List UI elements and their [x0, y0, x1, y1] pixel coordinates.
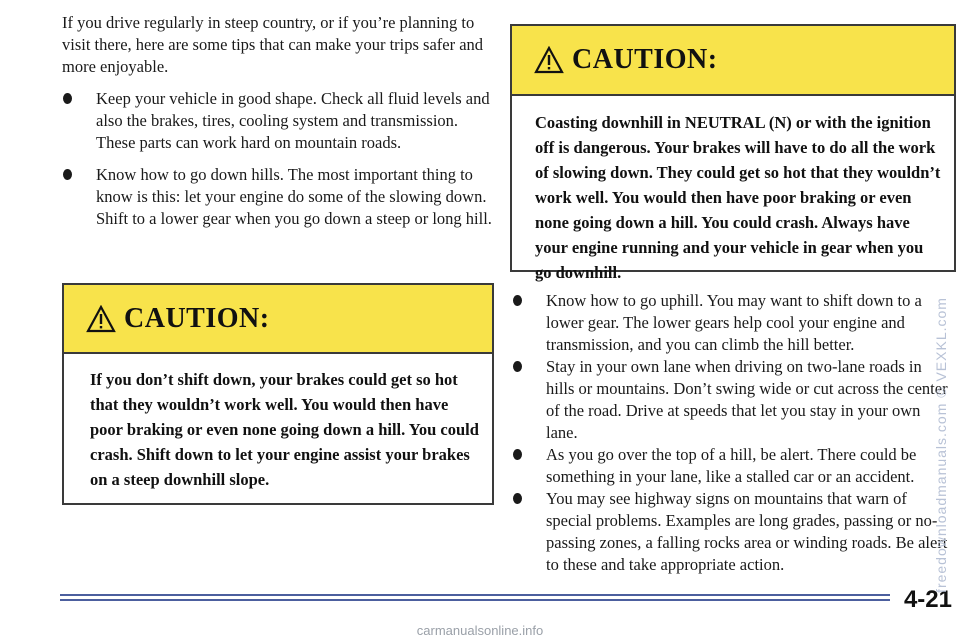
left-column	[62, 12, 494, 230]
warning-triangle-icon	[86, 305, 116, 333]
bullet-dot-icon	[513, 361, 522, 372]
vertical-watermark: freedownloadmanuals.com © VEXKL.com	[933, 297, 949, 593]
list-item: Keep your vehicle in good shape. Check all fluid levels and also the brakes, tires, cooling system and transmission. These parts can work hard on mountain roads.	[62, 88, 494, 154]
bullet-dot-icon	[63, 93, 72, 104]
list-item: Know how to go uphill. You may want to shift down to a lower gear. The lower gears help cool your engine and transmission, and you can climb the hill better.	[512, 290, 950, 356]
list-item: Know how to go down hills. The most important thing to know is this: let your engine do some of the slowing down. Shift to a lower gear when you go down a steep or long hill.	[62, 164, 494, 230]
warning-triangle-icon	[534, 46, 564, 74]
caution-text: Coasting downhill in NEUTRAL (N) or with the ignition off is dangerous. Your brakes will have to do all the work of slowing down. They could get so hot that they wouldn’t work well. You would then have poor braking or even none going down a hill. You could crash. Always have your engine running and your vehicle in gear when you go downhill.	[535, 113, 941, 282]
intro-paragraph: If you drive regularly in steep country, or if you’re planning to visit there, here are some tips that can make your trips safer and more enjoyable.	[62, 13, 484, 76]
bullet-dot-icon	[513, 449, 522, 460]
list-item: You may see highway signs on mountains that warn of special problems. Examples are long grades, passing or no-passing zones, a falling rocks area or winding roads. Be alert to these and take appropriate action.	[512, 488, 950, 576]
footer-site-watermark: carmanualsonline.info	[416, 623, 544, 638]
caution-text: If you don’t shift down, your brakes could get so hot that they wouldn’t work well. You would then have poor braking or even none going down a hill. You could crash. Shift down to let your engine assist your brakes on a steep downhill slope.	[90, 370, 479, 489]
caution-title: CAUTION:	[572, 44, 718, 75]
caution-header	[64, 285, 492, 354]
list-item: Stay in your own lane when driving on two-lane roads in hills or mountains. Don’t swing wide or cut across the center of the road. Drive at speeds that let you stay in your own lane.	[512, 356, 950, 444]
list-item: As you go over the top of a hill, be alert. There could be something in your lane, like a stalled car or an accident.	[512, 444, 950, 488]
bullet-dot-icon	[63, 169, 72, 180]
caution-box-coasting	[510, 24, 956, 282]
caution-box-shift-down	[62, 283, 494, 505]
right-column	[512, 290, 950, 576]
left-bullet-list	[62, 88, 494, 230]
caution-title: CAUTION:	[124, 302, 270, 334]
bullet-dot-icon	[513, 493, 522, 504]
right-bullet-list	[512, 290, 950, 576]
caution-header	[512, 26, 954, 96]
footer-rule	[60, 594, 890, 604]
page-number: 4-21	[903, 586, 952, 613]
bullet-dot-icon	[513, 295, 522, 306]
